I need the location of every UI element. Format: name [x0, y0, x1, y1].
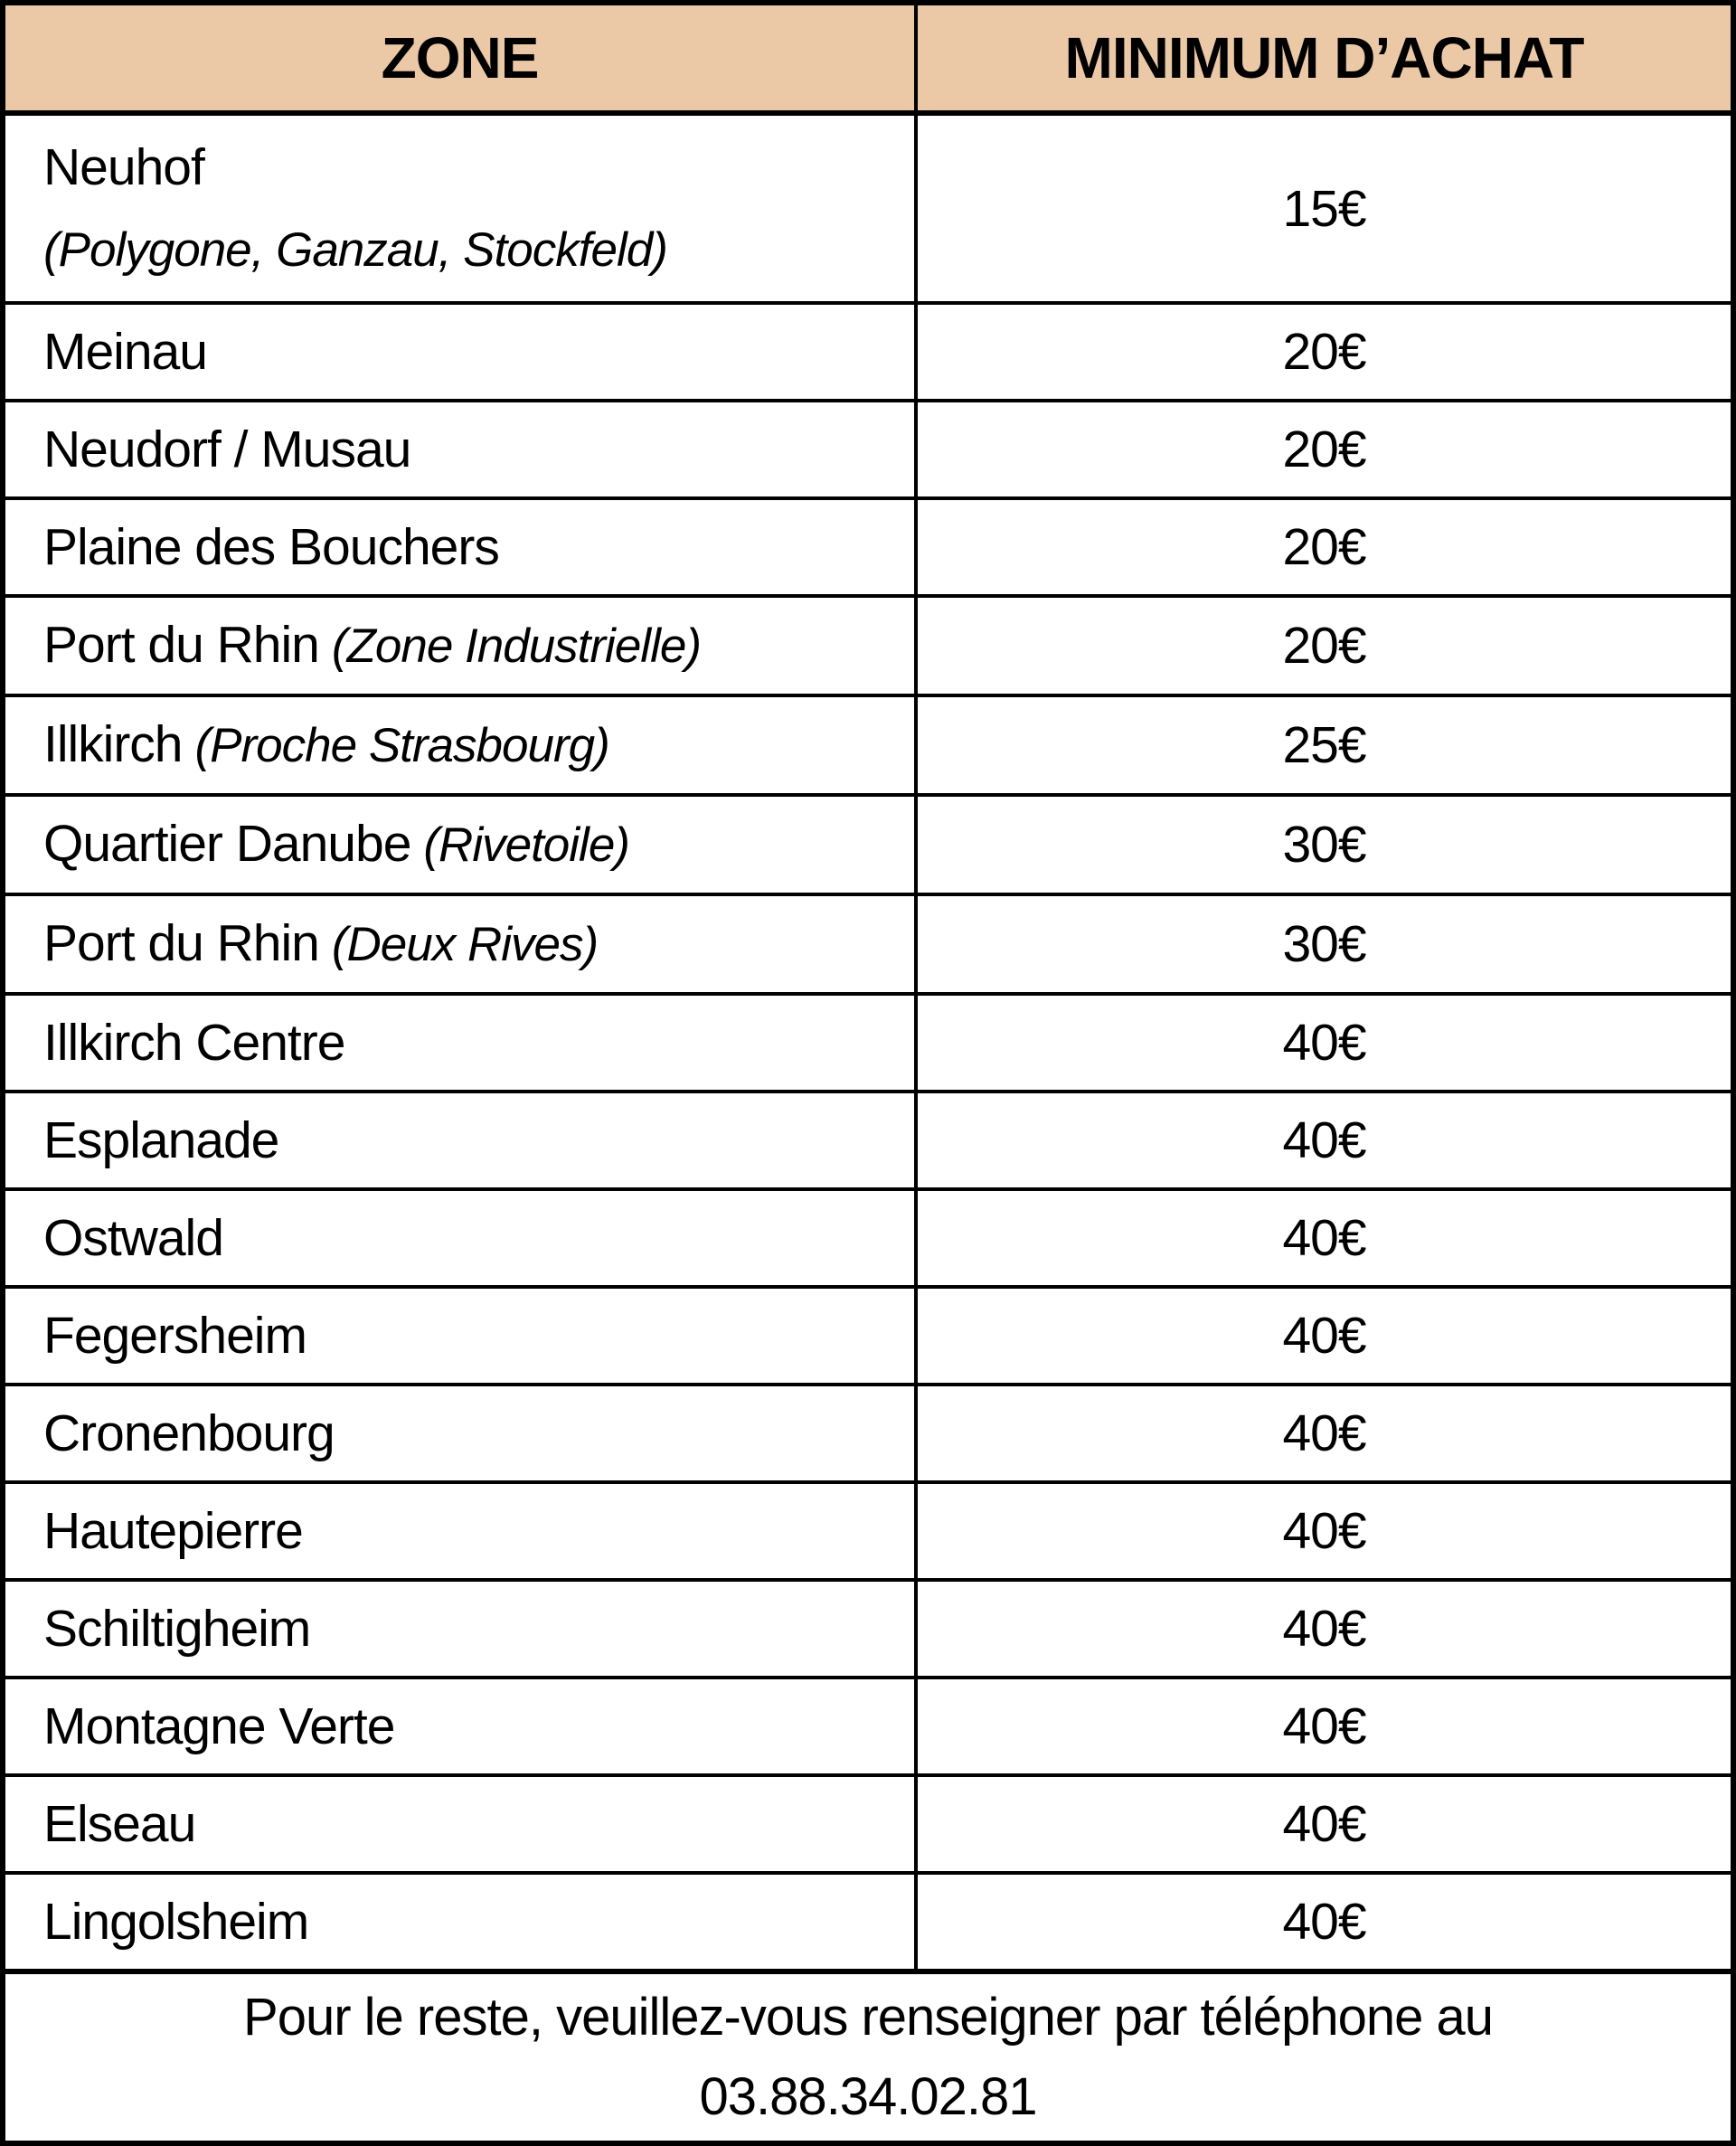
zone-cell — [3, 1287, 916, 1385]
zone-name: Neuhof — [43, 137, 204, 196]
zone-cell — [3, 994, 916, 1092]
zone-cell — [3, 1678, 916, 1775]
table-row — [3, 596, 1733, 695]
zone-name: Ostwald — [43, 1209, 223, 1267]
zone-name: Fegersheim — [43, 1307, 307, 1365]
minimum-cell: 15€ — [916, 113, 1733, 303]
minimum-cell: 40€ — [916, 1580, 1733, 1678]
zone-note: (Proche Strasbourg) — [194, 719, 609, 772]
zone-name: Hautepierre — [43, 1502, 303, 1560]
table-row — [3, 695, 1733, 795]
zone-cell — [3, 1580, 916, 1678]
table-row — [3, 401, 1733, 498]
zone-name: Illkirch — [43, 715, 183, 773]
zone-name: Montagne Verte — [43, 1697, 395, 1755]
table-row — [3, 894, 1733, 994]
table-row — [3, 1385, 1733, 1482]
table-row — [3, 994, 1733, 1092]
footer-note-line1: Pour le reste, veuillez-vous renseigner par téléphone au — [243, 1988, 1493, 2047]
zone-note: (Zone Industrielle) — [331, 619, 701, 673]
zone-note: (Rivetoile) — [423, 818, 629, 872]
zone-cell — [3, 1873, 916, 1971]
zone-column-header: ZONE — [3, 3, 916, 113]
minimum-cell: 30€ — [916, 894, 1733, 994]
minimum-cell: 20€ — [916, 303, 1733, 401]
zone-name: Plaine des Bouchers — [43, 518, 499, 576]
zone-cell — [3, 498, 916, 596]
minimum-cell: 40€ — [916, 1189, 1733, 1287]
minimum-cell: 20€ — [916, 401, 1733, 498]
zone-name: Neudorf / Musau — [43, 421, 411, 478]
zone-name: Lingolsheim — [43, 1893, 309, 1951]
zone-cell — [3, 1092, 916, 1189]
zone-name: Quartier Danube — [43, 815, 411, 873]
table-row — [3, 1482, 1733, 1580]
minimum-column-header: MINIMUM D’ACHAT — [916, 3, 1733, 113]
zone-cell — [3, 894, 916, 994]
footer-note — [3, 1971, 1733, 2143]
minimum-cell: 40€ — [916, 1775, 1733, 1873]
zone-cell — [3, 401, 916, 498]
table-row — [3, 795, 1733, 894]
minimum-cell: 40€ — [916, 1385, 1733, 1482]
zone-name: Elseau — [43, 1795, 196, 1853]
zone-note: (Deux Rives) — [331, 918, 599, 971]
zone-cell — [3, 113, 916, 303]
minimum-cell: 30€ — [916, 795, 1733, 894]
table-row — [3, 1873, 1733, 1971]
table-row — [3, 1775, 1733, 1873]
header-row — [3, 3, 1733, 113]
table-row — [3, 1092, 1733, 1189]
zone-name: Esplanade — [43, 1111, 279, 1169]
zone-name: Port du Rhin — [43, 914, 319, 972]
minimum-cell: 20€ — [916, 498, 1733, 596]
table-row — [3, 1580, 1733, 1678]
zone-name: Schiltigheim — [43, 1600, 311, 1658]
zone-cell — [3, 596, 916, 695]
zone-name: Meinau — [43, 323, 207, 381]
minimum-cell: 20€ — [916, 596, 1733, 695]
zone-cell — [3, 795, 916, 894]
minimum-cell: 40€ — [916, 994, 1733, 1092]
table-row — [3, 303, 1733, 401]
table-row — [3, 498, 1733, 596]
minimum-cell: 40€ — [916, 1092, 1733, 1189]
zone-cell — [3, 1775, 916, 1873]
table-row — [3, 113, 1733, 303]
table-row — [3, 1189, 1733, 1287]
minimum-cell: 40€ — [916, 1482, 1733, 1580]
zone-cell — [3, 1189, 916, 1287]
minimum-cell: 40€ — [916, 1287, 1733, 1385]
minimum-cell: 25€ — [916, 695, 1733, 795]
zone-name: Illkirch Centre — [43, 1014, 345, 1072]
zone-cell — [3, 303, 916, 401]
zone-name: Port du Rhin — [43, 616, 319, 674]
minimum-cell: 40€ — [916, 1873, 1733, 1971]
table-row — [3, 1678, 1733, 1775]
zone-name: Cronenbourg — [43, 1404, 335, 1462]
footer-note-line2: 03.88.34.02.81 — [699, 2067, 1037, 2126]
zone-cell — [3, 1482, 916, 1580]
table-row — [3, 1287, 1733, 1385]
zone-cell — [3, 1385, 916, 1482]
footer-row — [3, 1971, 1733, 2143]
zone-cell — [3, 695, 916, 795]
zone-note: (Polygone, Ganzau, Stockfeld) — [43, 222, 667, 277]
zone-rows-body — [3, 113, 1733, 1971]
minimum-cell: 40€ — [916, 1678, 1733, 1775]
